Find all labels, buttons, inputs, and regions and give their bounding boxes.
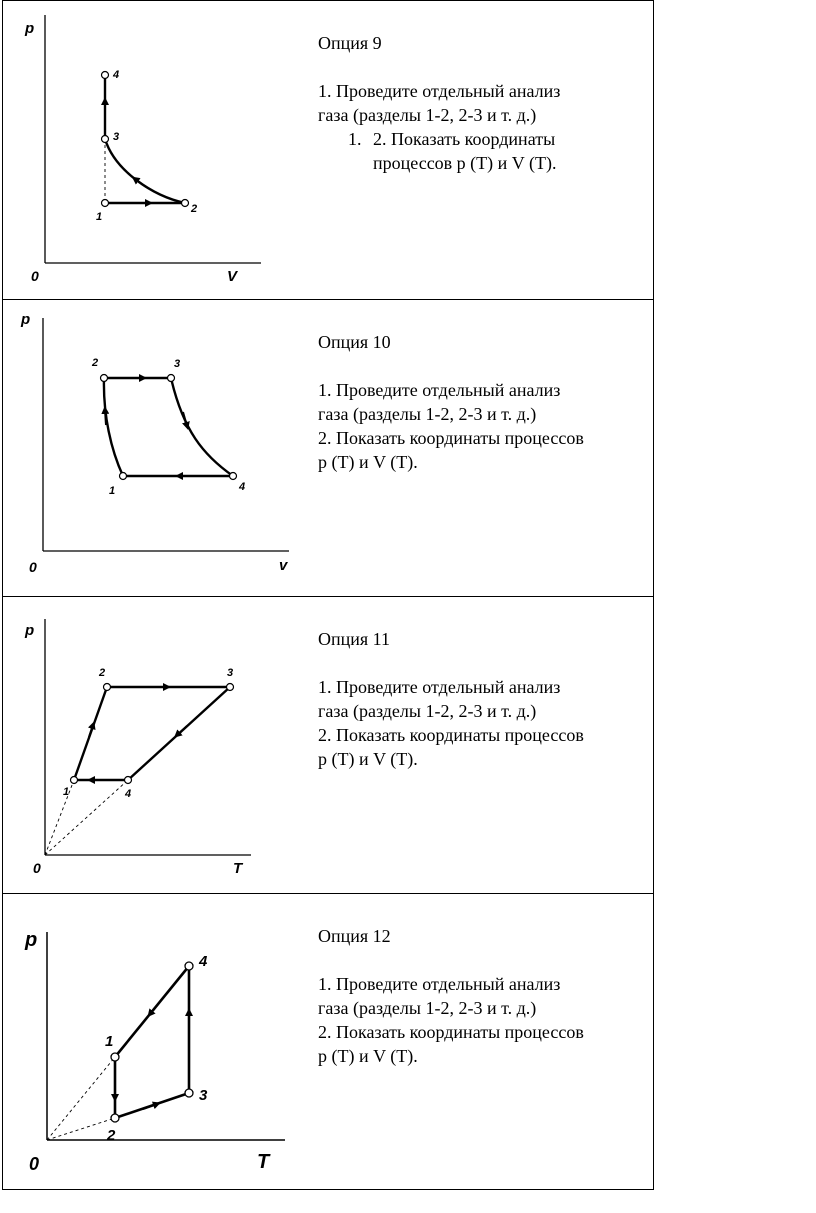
arrow-1-2 <box>105 410 106 425</box>
task-1-line-1: 1. Проведите отдельный анализ <box>318 974 561 994</box>
option-title: Опция 12 <box>318 926 391 946</box>
point-1 <box>120 473 127 480</box>
option-title: Опция 10 <box>318 332 391 352</box>
point-4 <box>102 72 109 79</box>
point-3 <box>102 136 109 143</box>
isochore-dashed-2 <box>47 1118 115 1140</box>
x-axis-label: T <box>233 860 243 877</box>
point-2-label: 2 <box>92 357 99 369</box>
task-2-line-2: p (T) и V (T). <box>318 1046 418 1066</box>
origin-label: 0 <box>29 1154 40 1174</box>
point-2 <box>101 375 108 382</box>
task-1-line-1: 1. Проведите отдельный анализ <box>318 380 561 400</box>
process-2-3 <box>105 139 185 203</box>
point-4-label: 4 <box>125 788 132 800</box>
list-number: 1. <box>348 129 362 149</box>
point-4 <box>185 962 193 970</box>
y-axis-label: p <box>21 311 31 328</box>
point-1-label: 1 <box>96 211 103 223</box>
point-3-label: 3 <box>174 358 181 370</box>
point-2 <box>182 200 189 207</box>
point-1 <box>111 1053 119 1061</box>
point-3 <box>185 1089 193 1097</box>
pt-diagram-11 <box>3 597 303 893</box>
option-row-10 <box>3 299 653 596</box>
point-2 <box>111 1114 119 1122</box>
option-row-12 <box>3 893 653 1189</box>
task-1-line-1: 1. Проведите отдельный анализ <box>318 81 561 101</box>
task-1-line-2: газа (разделы 1-2, 2-3 и т. д.) <box>318 105 537 125</box>
point-3-label: 3 <box>199 1087 208 1104</box>
point-4 <box>230 473 237 480</box>
option-title: Опция 9 <box>318 33 382 53</box>
point-1 <box>102 200 109 207</box>
options-table <box>2 0 654 1190</box>
point-2-label: 2 <box>191 203 198 215</box>
task-1-line-2: газа (разделы 1-2, 2-3 и т. д.) <box>318 404 537 424</box>
point-4 <box>125 777 132 784</box>
point-4-label: 4 <box>199 953 208 970</box>
task-1-line-2: газа (разделы 1-2, 2-3 и т. д.) <box>318 701 537 721</box>
point-3 <box>227 684 234 691</box>
point-1-label: 1 <box>109 485 116 497</box>
option-row-9 <box>3 1 653 299</box>
point-2 <box>104 684 111 691</box>
point-3-label: 3 <box>113 131 120 143</box>
isochore-dashed-1 <box>45 780 74 855</box>
origin-label: 0 <box>29 559 37 575</box>
y-axis-label: p <box>25 622 35 639</box>
process-3-4 <box>171 378 233 476</box>
task-2-line-1: 2. Показать координаты процессов <box>318 1022 584 1042</box>
x-axis-label: V <box>227 268 238 285</box>
diagram-svg-11 <box>3 597 303 894</box>
task-2-line-2: p (T) и V (T). <box>318 749 418 769</box>
diagram-svg-9 <box>3 1 303 299</box>
pv-diagram-9 <box>3 1 303 299</box>
point-2-label: 2 <box>99 667 106 679</box>
task-1-line-1: 1. Проведите отдельный анализ <box>318 677 561 697</box>
task-2-line-1: 2. Показать координаты процессов <box>318 428 584 448</box>
pt-diagram-12 <box>3 894 303 1189</box>
y-axis-label: p <box>25 929 38 951</box>
point-4-label: 4 <box>239 481 246 493</box>
y-axis-label: p <box>25 20 35 37</box>
point-2-label: 2 <box>107 1127 116 1144</box>
diagram-svg-12 <box>3 894 303 1190</box>
origin-label: 0 <box>33 860 41 876</box>
arrow-2-3 <box>135 179 146 187</box>
point-1-label: 1 <box>63 786 70 798</box>
option-row-11 <box>3 596 653 893</box>
option-title: Опция 11 <box>318 629 391 649</box>
task-2-line-1: 2. Показать координаты <box>373 129 556 149</box>
origin-label: 0 <box>31 268 39 284</box>
arrow-4-1 <box>150 1003 159 1014</box>
diagram-svg-10 <box>3 300 303 597</box>
x-axis-label: v <box>279 557 288 574</box>
process-1-2 <box>104 378 123 476</box>
point-1 <box>71 777 78 784</box>
point-4-label: 4 <box>113 69 120 81</box>
point-3-label: 3 <box>227 667 234 679</box>
task-2-line-1: 2. Показать координаты процессов <box>318 725 584 745</box>
arrow-3-4 <box>177 726 187 735</box>
task-1-line-2: газа (разделы 1-2, 2-3 и т. д.) <box>318 998 537 1018</box>
task-2-line-2: процессов p (T) и V (T). <box>373 153 557 173</box>
pv-diagram-10 <box>3 300 303 596</box>
x-axis-label: T <box>257 1151 270 1173</box>
point-1-label: 1 <box>105 1033 114 1050</box>
task-2-line-2: p (T) и V (T). <box>318 452 418 472</box>
point-3 <box>168 375 175 382</box>
isochore-dashed-1 <box>47 1057 115 1140</box>
isochore-dashed-4 <box>45 780 128 855</box>
